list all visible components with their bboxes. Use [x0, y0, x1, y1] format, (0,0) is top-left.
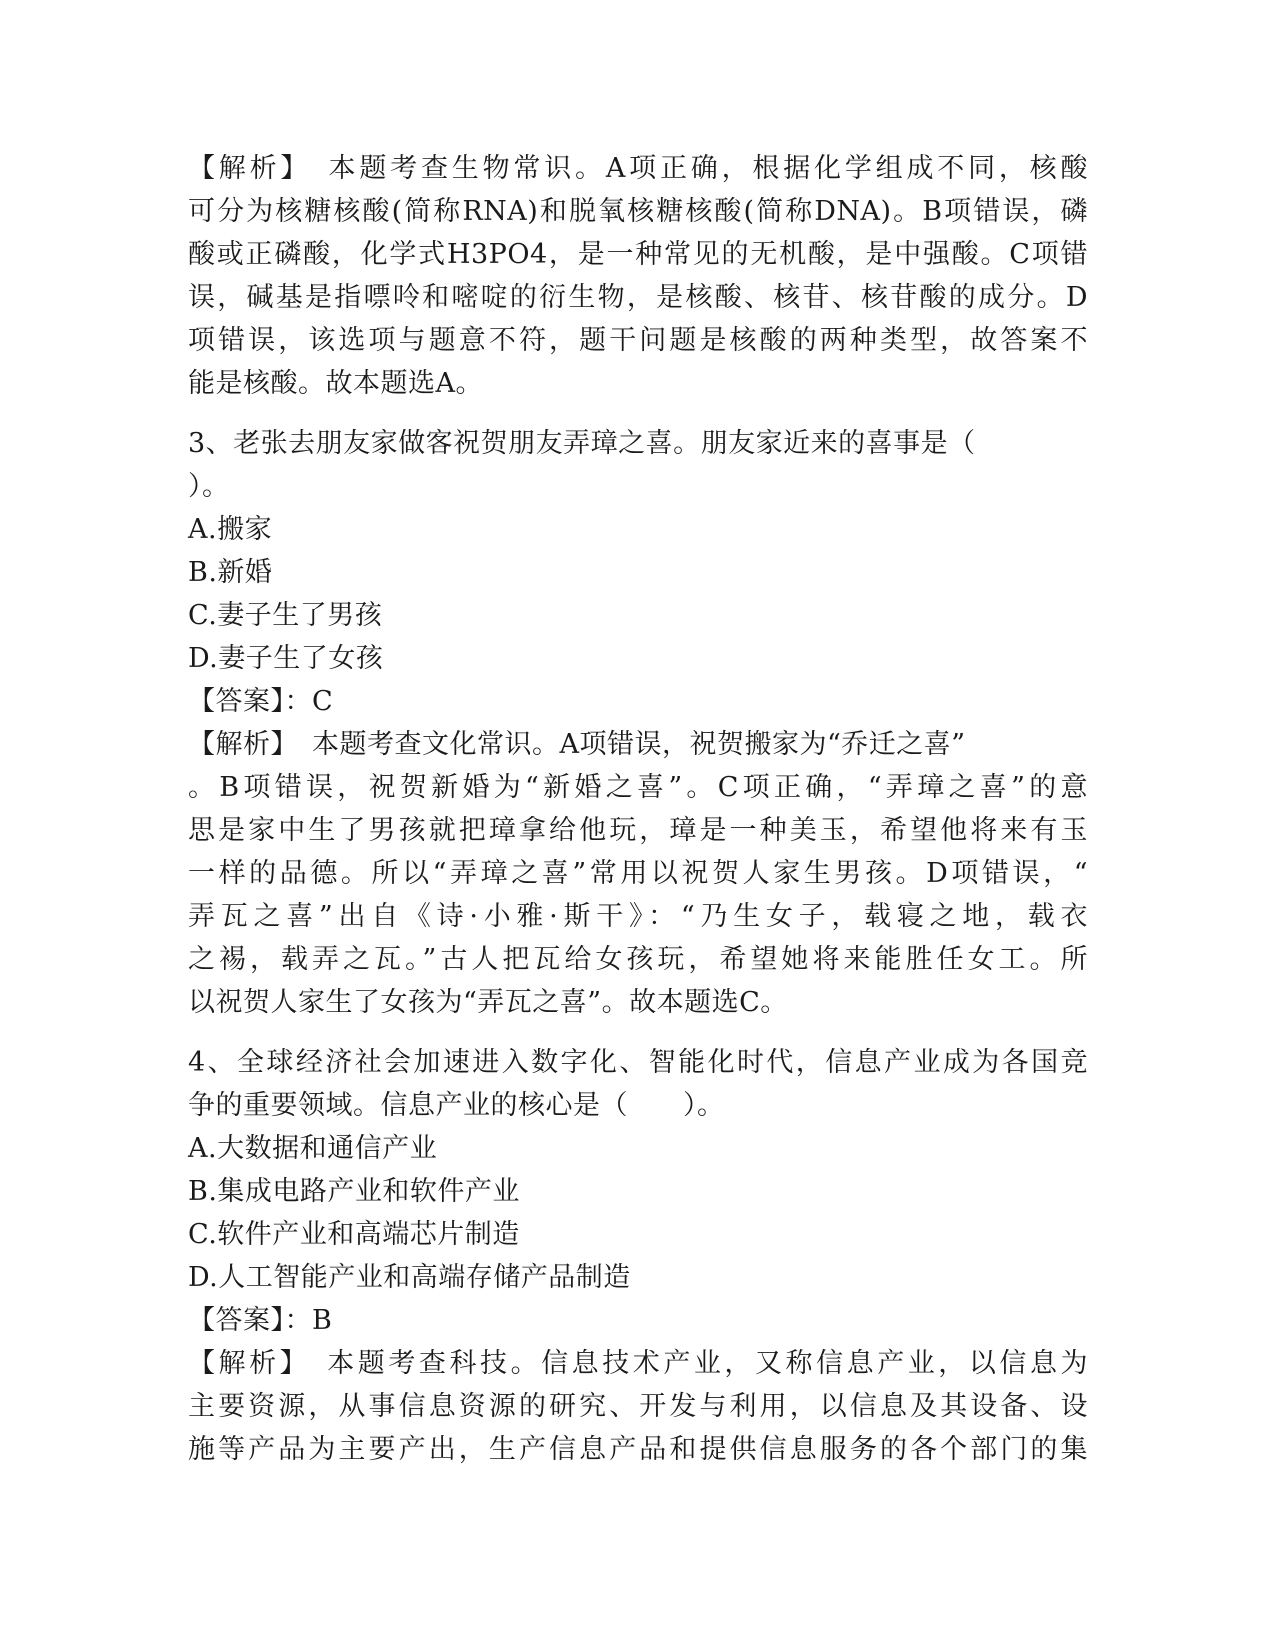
text-line: 施等产品为主要产出，生产信息产品和提供信息服务的各个部门的集: [188, 1434, 1088, 1465]
text-line: 可分为核糖核酸(简称RNA)和脱氧核糖核酸(简称DNA)。B项错误，磷: [188, 196, 1088, 227]
text-line: 争的重要领域。信息产业的核心是（ ）。: [188, 1090, 725, 1121]
text-line: A.大数据和通信产业: [188, 1133, 438, 1164]
text-line: 3、老张去朋友家做客祝贺朋友弄璋之喜。朋友家近来的喜事是（: [188, 428, 976, 459]
text-line: 误，碱基是指嘌呤和嘧啶的衍生物，是核酸、核苷、核苷酸的成分。D: [188, 282, 1088, 313]
paragraph-gap: [188, 405, 1088, 422]
text-line: D.妻子生了女孩: [188, 643, 384, 674]
text-line: 能是核酸。故本题选A。: [188, 368, 483, 399]
text-line: 。B项错误，祝贺新婚为“新婚之喜”。C项正确，“弄璋之喜”的意: [188, 772, 1088, 803]
text-line: 主要资源，从事信息资源的研究、开发与利用，以信息及其设备、设: [188, 1391, 1088, 1422]
text-line: B.集成电路产业和软件产业: [188, 1176, 520, 1207]
text-line: 4、全球经济社会加速进入数字化、智能化时代，信息产业成为各国竞: [188, 1047, 1088, 1078]
text-line: C.软件产业和高端芯片制造: [188, 1219, 520, 1250]
text-line: ）。: [188, 471, 230, 502]
text-line: 思是家中生了男孩就把璋拿给他玩，璋是一种美玉，希望他将来有玉: [188, 815, 1088, 846]
text-block: [188, 147, 1088, 405]
text-line: 之裼，载弄之瓦。”古人把瓦给女孩玩，希望她将来能胜任女工。所: [188, 944, 1088, 975]
text-line: 【答案】：C: [188, 686, 334, 717]
text-line: 【解析】 本题考查科技。信息技术产业，又称信息产业，以信息为: [188, 1348, 1088, 1379]
text-line: 酸或正磷酸，化学式H3PO4，是一种常见的无机酸，是中强酸。C项错: [188, 239, 1088, 270]
text-line: 弄瓦之喜”出自《诗·小雅·斯干》：“乃生女子，载寝之地，载衣: [188, 901, 1088, 932]
text-line: 以祝贺人家生了女孩为“弄瓦之喜”。故本题选C。: [188, 987, 788, 1018]
text-block: [188, 1041, 1088, 1471]
text-line: B.新婚: [188, 557, 273, 588]
text-block: [188, 422, 1088, 1024]
text-line: D.人工智能产业和高端存储产品制造: [188, 1262, 631, 1293]
text-line: 一样的品德。所以“弄璋之喜”常用以祝贺人家生男孩。D项错误，“: [188, 858, 1088, 889]
text-line: A.搬家: [188, 514, 273, 545]
text-line: 【解析】 本题考查生物常识。A项正确，根据化学组成不同，核酸: [188, 153, 1088, 184]
text-line: 项错误，该选项与题意不符，题干问题是核酸的两种类型，故答案不: [188, 325, 1088, 356]
text-line: C.妻子生了男孩: [188, 600, 383, 631]
text-line: 【答案】：B: [188, 1305, 333, 1336]
paragraph-gap: [188, 1024, 1088, 1041]
text-line: 【解析】 本题考查文化常识。A项错误，祝贺搬家为“乔迁之喜”: [188, 729, 966, 760]
document-page: [188, 147, 1088, 1471]
